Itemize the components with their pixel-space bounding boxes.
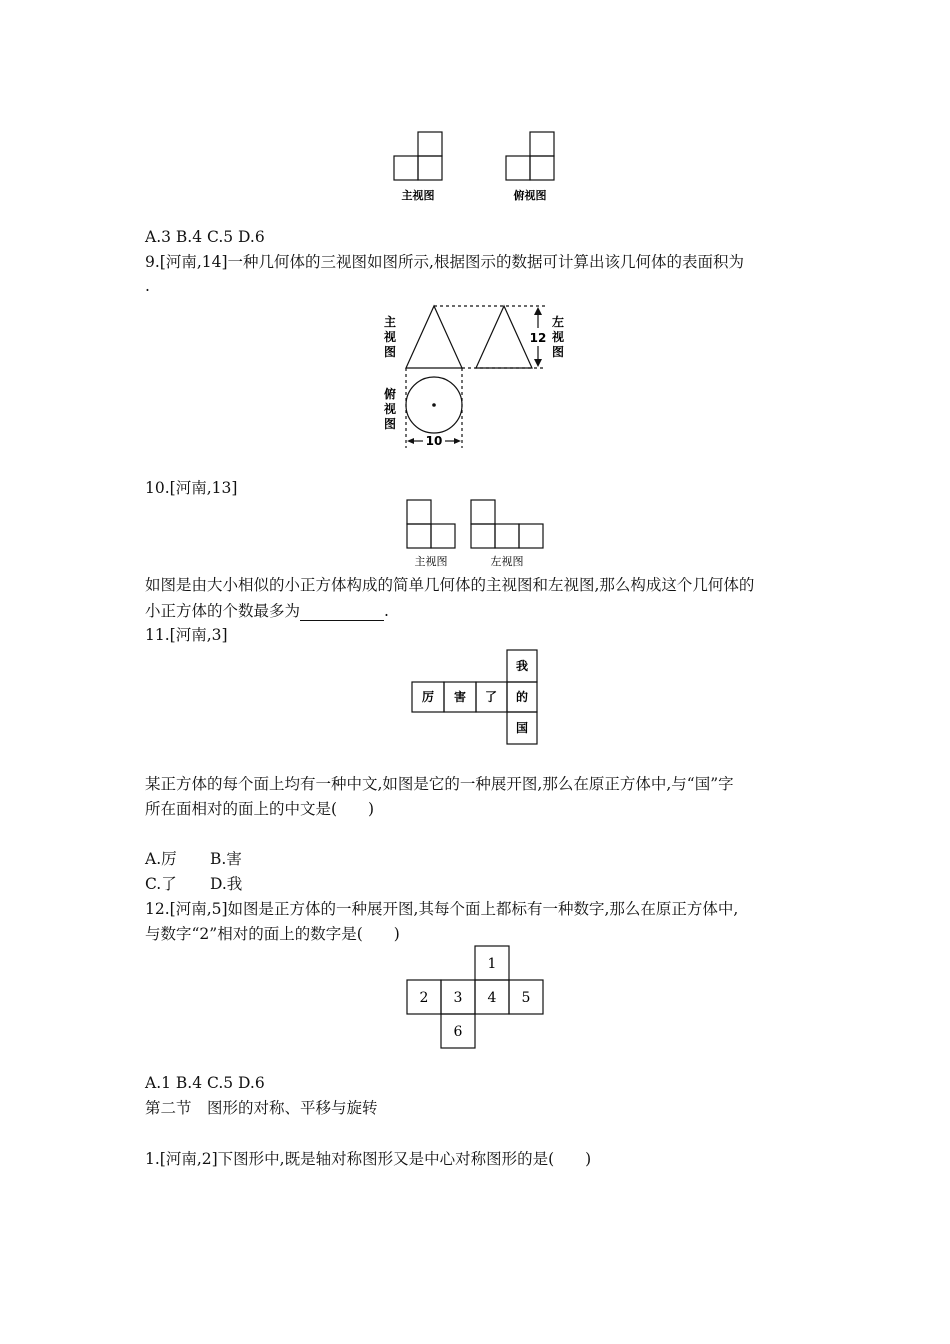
net-face-top: 我 (515, 659, 529, 673)
q10-text-line2 (145, 601, 389, 621)
front-view-label: 主视图 (401, 189, 435, 202)
left-label-2: 视 (551, 330, 565, 344)
net-face-3: 了 (484, 690, 498, 704)
q8-options: A.3 B.4 C.5 D.6 (145, 228, 265, 246)
q10-figure (400, 496, 550, 572)
q12-net (400, 940, 550, 1052)
q11-text-line2: 所在面相对的面上的中文是( ) (145, 800, 375, 818)
q10-head: 10.[河南,13] (145, 479, 238, 497)
net-face-top: 1 (487, 956, 497, 972)
q8-figure (385, 128, 565, 208)
q11-option-a: A.厉 (145, 850, 177, 868)
q9-figure (378, 298, 578, 456)
front-label-1: 主 (383, 315, 397, 329)
net-face-1: 2 (419, 990, 429, 1006)
top-label-3: 图 (383, 417, 397, 431)
q11-option-c: C.了 (145, 875, 177, 893)
q10-text-line2-end: . (384, 602, 389, 620)
section-title: 第二节 图形的对称、平移与旋转 (145, 1099, 378, 1117)
cone-width-label: 10 (425, 434, 443, 448)
top-view-label: 俯视图 (513, 189, 547, 202)
front-label-3: 图 (383, 345, 397, 359)
left-label-1: 左 (551, 315, 565, 329)
net-face-1: 厉 (421, 690, 435, 704)
answer-blank (300, 604, 384, 621)
q10-text-line2-start: 小正方体的个数最多为 (145, 602, 301, 620)
q12-options: A.1 B.4 C.5 D.6 (145, 1074, 265, 1092)
q11-text-line1: 某正方体的每个面上均有一种中文,如图是它的一种展开图,那么在原正方体中,与“国”字 (145, 775, 734, 793)
left-label-3: 图 (551, 345, 565, 359)
net-face-2: 害 (453, 690, 467, 704)
q12-text-line2: 与数字“2”相对的面上的数字是( ) (145, 925, 400, 943)
net-face-bottom: 国 (515, 721, 529, 735)
net-face-3: 4 (487, 990, 497, 1006)
top-label-2: 视 (383, 402, 397, 416)
net-face-bottom: 6 (453, 1024, 463, 1040)
q11-option-b: B.害 (210, 850, 242, 868)
q10-text-line1: 如图是由大小相似的小正方体构成的简单几何体的主视图和左视图,那么构成这个几何体的 (145, 576, 755, 594)
net-face-2: 3 (453, 990, 463, 1006)
q12-text-line1: 12.[河南,5]如图是正方体的一种展开图,其每个面上都标有一种数字,那么在原正方体中, (145, 900, 739, 918)
q11-option-d: D.我 (210, 875, 243, 893)
top-label-1: 俯 (383, 387, 397, 401)
q9-text-line1: 9.[河南,14]一种几何体的三视图如图所示,根据图示的数据可计算出该几何体的表面积为 (145, 253, 744, 271)
s2-q1-text: 1.[河南,2]下图形中,既是轴对称图形又是中心对称图形的是( ) (145, 1150, 592, 1168)
q11-net (405, 646, 545, 748)
q9-text-line2: . (145, 277, 150, 295)
cone-height-label: 12 (529, 331, 547, 345)
net-face-4: 的 (515, 690, 529, 704)
front-label-2: 视 (383, 330, 397, 344)
left-view-label: 左视图 (490, 555, 524, 568)
front-view-label: 主视图 (414, 555, 448, 568)
net-face-4: 5 (521, 990, 531, 1006)
q11-head: 11.[河南,3] (145, 626, 228, 644)
